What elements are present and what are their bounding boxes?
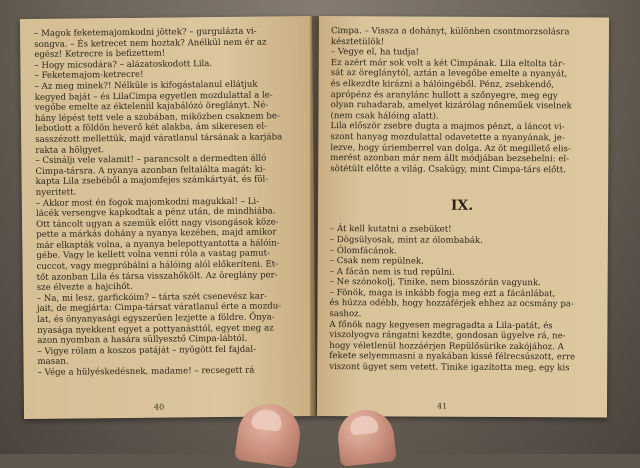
page-number-left: 40 — [153, 402, 165, 412]
text-line: – Dögsülyosak, mint az ólombabák. — [329, 234, 483, 246]
text-line: sötétült előtte a világ. Csakúgy, mint Cimpa-társ előtt. — [330, 163, 566, 176]
text-line: és húzza odébb, hogy hozzáférjek ehhez az ocsmány pa- — [329, 298, 574, 310]
text-line: nyasága nyekkent egyet a pottyanásttól, egyet meg az — [37, 323, 274, 336]
text-line: – Fönök, maga is inkább fogja meg ezt a fácánlábat, — [329, 287, 556, 300]
text-line: fekete selyemmasni a nyakában kissé félrecsúszott, erre — [329, 351, 576, 363]
text-line: már elkapták volna, a nyanya belepottyantotta a hálóin- — [36, 238, 280, 251]
text-line: – Vigye rólam a koszos patáját – nyögött fel fajdal- — [37, 344, 257, 357]
right-page-top-text — [330, 26, 595, 176]
right-page-bottom-text — [329, 224, 594, 374]
chapter-heading: IX. — [450, 198, 474, 215]
text-line: – Magok feketemajomkodni jöttek? – gurgulázta vi- — [34, 26, 257, 39]
text-line: sze élvezte a hajcihőt. — [36, 282, 133, 294]
text-line: songva. – És ketrecet nem hoztak? Anélkül nem ér az — [34, 37, 267, 50]
text-line: (nem csak hálóing alatt). — [330, 110, 439, 122]
text-line: késztetülök! — [330, 36, 385, 47]
text-line: kapta Lila zsebéből a majomfejes számkártyát, és föl- — [35, 174, 269, 188]
text-line: és elkezdte kirázni a hálóingéből. Pénz, zsebkendő, — [330, 79, 555, 91]
right-page-text — [329, 26, 595, 374]
text-line: gébe. Vagy le kellett volna venni róla a vastag pamut- — [36, 248, 271, 262]
text-line: lácék versengve kapkodtak a pénz után, de mindhiába. — [35, 206, 276, 220]
text-line: hogy véletlenül hozzáérjen Repülősürike zakójához. A — [329, 340, 564, 353]
text-line: – Vége a hülyéskedésnek, madame! – recsegett rá — [37, 365, 255, 378]
text-line: pette a márkás dohány a nyanya kezében, majd amikor — [36, 227, 277, 241]
text-line: kegyed baját – és LilaCimpa egyetlen mozdulattal a le- — [34, 89, 273, 103]
text-line: – Na, mi lesz, garfickóim? – tárta szét csenevész kar- — [36, 291, 267, 304]
text-line: – Ne szónokolj, Tinike, nem biosszórán vagyunk. — [329, 277, 541, 289]
text-line: szont hanyag mozdulattal odavetette a nyanyának, je- — [330, 132, 565, 144]
text-line: sasszézott mellettük, majd váratlanul társának a karjába — [35, 132, 283, 145]
text-line: sashoz. — [329, 309, 362, 320]
text-line: Cimpa-társra. A nyanya azonban feltalálta magát: ki- — [35, 164, 266, 177]
text-line: jait, de megjárta: Cimpa-társat váratlanul érte a mozdu- — [36, 301, 282, 315]
left-page — [20, 16, 316, 419]
text-line: – Akkor most én fogok majomkodni magukkal! – Li- — [35, 196, 260, 209]
text-line: aprópénz és aranylánc hullott a szőnyegre, meg egy — [330, 89, 558, 101]
text-line: lat, és önyanyasági egyszerűen lezjette a földre. Őnya- — [37, 312, 275, 325]
text-line: – A fácán nem is tud repülni. — [329, 266, 455, 278]
open-book — [22, 16, 618, 426]
text-line: Lila először zsebre dugta a majmos pénzt, a láncot vi- — [330, 121, 565, 133]
text-line: – Ólomfácánok. — [329, 245, 397, 256]
text-line: viszont ügyet sem vetett. Tinike igazította meg, egy kis — [329, 362, 570, 374]
text-line: Cimpa. – Vissza a dohányt, különben csontmorzsolásra — [330, 26, 570, 38]
text-line: hány lépést tett vele a szobában, miközben csaknem be- — [34, 111, 280, 124]
text-line: vegőbe emelte az ékteleniil kajabálózó öreglányt. Né- — [34, 100, 269, 114]
page-number-right: 41 — [436, 401, 448, 411]
text-line: A főnök nagy kegyesen megragadta a Lila-patát, és — [329, 319, 553, 331]
left-page-text — [34, 26, 306, 378]
text-line: lezve, hogy úriemberrel van dolga. Az öt megillető elis- — [330, 142, 571, 154]
text-line: – Hogy micsodára? – alázatoskodott Lila. — [34, 58, 213, 71]
text-line: azon nyomban a hasára süllyesztő Cimpa-lábtól. — [37, 333, 248, 347]
text-line: – Feketemajom-ketrecre! — [34, 70, 144, 82]
text-line: – Át kell kutatni a zsebüket! — [329, 224, 452, 236]
right-page — [317, 16, 609, 418]
text-line: lebotlott a földön heverő két alakba, ám sikeresen el- — [35, 121, 268, 135]
text-line: merést azonban már nem állt módjában bezsebelni: el- — [330, 153, 570, 165]
text-line: – Az meg minek?! Nélküle is kifogástalanul ellátjuk — [34, 79, 258, 92]
text-line: – Vegye el, ha tudja! — [330, 47, 420, 58]
text-line: egész! Ketrecre is befizettem! — [34, 48, 166, 61]
text-line: Ez azért már sok volt a két Cimpának. Lila eltolta tár- — [330, 57, 565, 70]
text-line: – Csak nem repülnek. — [329, 256, 424, 267]
text-line: masan. — [37, 356, 69, 368]
text-line: nyeritett. — [35, 187, 77, 198]
text-line: sát az öreglánytól, aztán a levegőbe emelte a nyanyát, — [330, 68, 568, 80]
text-line: viszolyogva rángatni kezdte, gondosan ügyelve rá, ne- — [329, 330, 566, 342]
text-line: olyan ruhadarab, amelyet kizárólag nőneműek viselnek — [330, 100, 572, 112]
text-line: Ott táncolt ugyan a szemük előtt nagy visongások köze- — [36, 217, 279, 230]
text-line: tőt azonban Lila és társa visszahőkölt. Az öreglány per- — [36, 270, 278, 283]
text-line: rakta a hölgyet. — [35, 144, 105, 156]
text-line: – Csináljı vele valamit! – parancsolt a dermedten álló — [35, 153, 267, 167]
text-line: cuccot, vagy megpróbálni a hálóing alól előkeríteni. Et- — [36, 259, 279, 272]
